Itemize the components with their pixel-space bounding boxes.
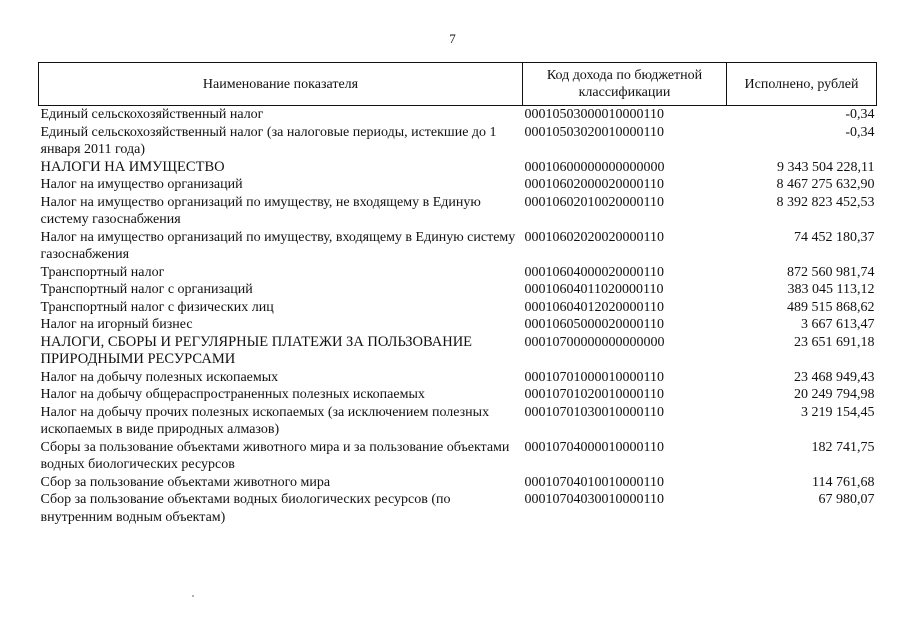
table-row: [39, 281, 877, 299]
table-row: [39, 316, 877, 334]
executed-amount-cell: 872 560 981,74: [787, 264, 875, 280]
executed-amount-cell: 3 667 613,47: [801, 317, 875, 332]
table-row: [39, 386, 877, 404]
budget-code-cell: 00010604000020000110: [524, 264, 664, 280]
budget-code-cell: 00010704000010000110: [524, 439, 664, 455]
indicator-name-cell: Налог на имущество организаций по имуществу, входящему в Единую систему газоснабжения: [40, 229, 516, 262]
indicator-name-cell: Единый сельскохозяйственный налог: [40, 107, 264, 122]
table-row: [39, 106, 877, 124]
table-row: [39, 439, 877, 474]
executed-amount-cell: 3 219 154,45: [801, 404, 875, 420]
table-header-row: [39, 63, 877, 106]
table-row: [39, 176, 877, 194]
table-section-row: [39, 334, 877, 369]
executed-amount-cell: 9 343 504 228,11: [777, 159, 875, 175]
table-row: [39, 474, 877, 492]
indicator-name-cell: Транспортный налог с организаций: [40, 282, 253, 297]
indicator-name-cell: Сбор за пользование объектами животного мира: [40, 474, 331, 490]
budget-code-cell: 00010503000010000110: [524, 107, 664, 122]
executed-amount-cell: 20 249 794,98: [794, 387, 875, 402]
executed-amount-cell: 23 468 949,43: [794, 369, 875, 385]
budget-code-cell: 00010704010010000110: [524, 474, 664, 490]
table-body: [39, 106, 877, 527]
budget-code-cell: 00010602010020000110: [524, 194, 664, 210]
table-row: [39, 491, 877, 526]
scan-dot: [192, 595, 194, 597]
budget-code-cell: 00010604012020000110: [524, 299, 664, 315]
indicator-name-cell: НАЛОГИ, СБОРЫ И РЕГУЛЯРНЫЕ ПЛАТЕЖИ ЗА ПОЛЬЗОВАНИЕ ПРИРОДНЫМИ РЕСУРСАМИ: [40, 333, 473, 367]
budget-code-cell: 00010605000020000110: [524, 317, 664, 332]
indicator-name-cell: Единый сельскохозяйственный налог (за налоговые периоды, истекшие до 1 января 2011 года): [40, 124, 497, 157]
budget-code-cell: 00010704030010000110: [524, 492, 664, 507]
indicator-name-cell: Налог на добычу полезных ископаемых: [40, 369, 279, 385]
indicator-name-cell: Сборы за пользование объектами животного мира и за пользование объектами водных биологических ресурсов: [40, 439, 510, 472]
revenue-table: [38, 62, 877, 526]
executed-amount-cell: 8 467 275 632,90: [776, 177, 875, 192]
budget-code-cell: 00010604011020000110: [524, 282, 664, 297]
executed-amount-cell: 23 651 691,18: [794, 334, 875, 350]
indicator-name-cell: Налог на имущество организаций: [40, 177, 243, 192]
indicator-name-cell: Транспортный налог: [40, 264, 165, 280]
executed-amount-cell: 67 980,07: [818, 492, 875, 507]
page-number: 7: [449, 31, 456, 46]
budget-code-cell: 00010701000010000110: [524, 369, 664, 385]
table-row: [39, 124, 877, 159]
table-row: [39, 404, 877, 439]
executed-amount-cell: -0,34: [845, 107, 875, 122]
indicator-name-cell: Налог на игорный бизнес: [40, 317, 193, 332]
budget-code-cell: 00010700000000000000: [524, 334, 665, 350]
table-section-row: [39, 159, 877, 177]
header-executed-amount: Исполнено, рублей: [727, 63, 877, 106]
executed-amount-cell: 8 392 823 452,53: [776, 194, 875, 210]
budget-code-cell: 00010602000020000110: [524, 177, 664, 192]
executed-amount-cell: 489 515 868,62: [787, 299, 875, 315]
table-row: [39, 299, 877, 317]
table-row: [39, 194, 877, 229]
indicator-name-cell: Налог на добычу общераспространенных полезных ископаемых: [40, 387, 425, 402]
budget-code-cell: 00010503020010000110: [524, 124, 664, 140]
budget-code-cell: 00010602020020000110: [524, 229, 664, 245]
table-row: [39, 264, 877, 282]
header-indicator-name: Наименование показателя: [39, 63, 523, 106]
table-row: [39, 369, 877, 387]
indicator-name-cell: Налог на добычу прочих полезных ископаемых (за исключением полезных ископаемых в виде природных алмазов): [40, 404, 490, 437]
executed-amount-cell: -0,34: [845, 124, 875, 140]
indicator-name-cell: Транспортный налог с физических лиц: [40, 299, 274, 315]
executed-amount-cell: 74 452 180,37: [794, 229, 875, 245]
budget-code-cell: 00010600000000000000: [524, 159, 665, 175]
budget-code-cell: 00010701030010000110: [524, 404, 664, 420]
budget-code-cell: 00010701020010000110: [524, 387, 664, 402]
indicator-name-cell: НАЛОГИ НА ИМУЩЕСТВО: [40, 158, 225, 175]
header-budget-code: Код дохода по бюджетной классификации: [523, 63, 727, 106]
executed-amount-cell: 114 761,68: [812, 474, 875, 490]
indicator-name-cell: Сбор за пользование объектами водных биологических ресурсов (по внутренним водным объектам): [40, 492, 451, 525]
indicator-name-cell: Налог на имущество организаций по имуществу, не входящему в Единую систему газоснабжения: [40, 194, 481, 227]
table-row: [39, 229, 877, 264]
executed-amount-cell: 383 045 113,12: [787, 282, 875, 297]
executed-amount-cell: 182 741,75: [811, 439, 875, 455]
